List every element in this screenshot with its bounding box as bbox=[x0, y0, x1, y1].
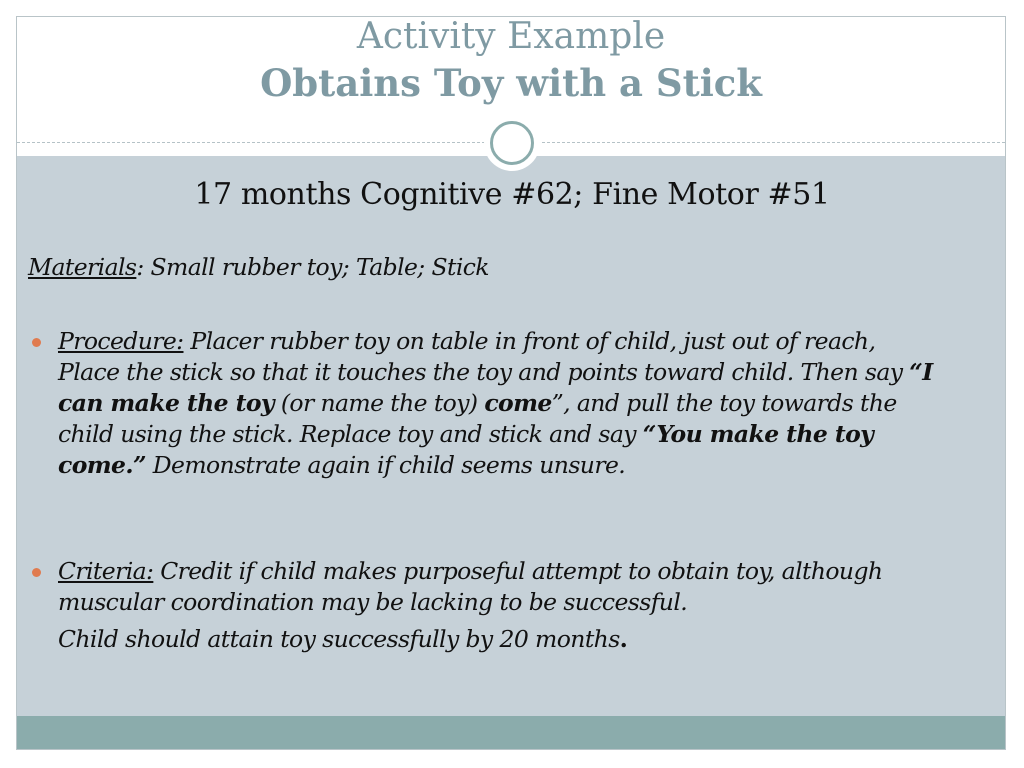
criteria-text: Credit if child makes purposeful attempt to obtain toy, although muscular coordination may be lacking to be successful. bbox=[58, 557, 883, 616]
procedure-item bbox=[58, 326, 938, 481]
materials-label: Materials bbox=[28, 253, 137, 281]
criteria-item bbox=[58, 556, 938, 655]
materials-line bbox=[28, 253, 489, 281]
criteria-text-2: Child should attain toy successfully by 20 months bbox=[58, 625, 620, 653]
criteria-text-2-line bbox=[58, 624, 938, 655]
criteria-end: . bbox=[619, 625, 628, 653]
slide-title-line2: Obtains Toy with a Stick bbox=[260, 61, 762, 105]
circle-ornament-icon bbox=[484, 115, 540, 171]
materials-text: : Small rubber toy; Table; Stick bbox=[136, 253, 489, 281]
procedure-quote-1: “I can make the toy bbox=[58, 358, 933, 417]
criteria-label: Criteria: bbox=[58, 557, 154, 585]
procedure-text-4: Demonstrate again if child seems unsure. bbox=[145, 451, 626, 479]
procedure-quote-2: “You make the toy come.” bbox=[58, 420, 874, 479]
ring-icon bbox=[490, 121, 534, 165]
slide-subtitle: 17 months Cognitive #62; Fine Motor #51 bbox=[194, 177, 830, 212]
footer-bar bbox=[17, 716, 1005, 750]
procedure-text-2: (or name the toy) bbox=[273, 389, 485, 417]
procedure-text-3: ”, and pull the toy towards the child using the stick. Replace toy and stick and say bbox=[58, 389, 897, 448]
procedure-label: Procedure: bbox=[58, 327, 184, 355]
procedure-quote-1-end: come bbox=[484, 389, 552, 417]
procedure-text-1: Placer rubber toy on table in front of child, just out of reach, Place the stick so that it touches the toy and points toward child. Then say bbox=[58, 327, 910, 386]
bullet-dot-icon bbox=[32, 568, 41, 577]
bullet-dot-icon bbox=[32, 338, 41, 347]
slide-title-line1: Activity Example bbox=[356, 16, 666, 57]
